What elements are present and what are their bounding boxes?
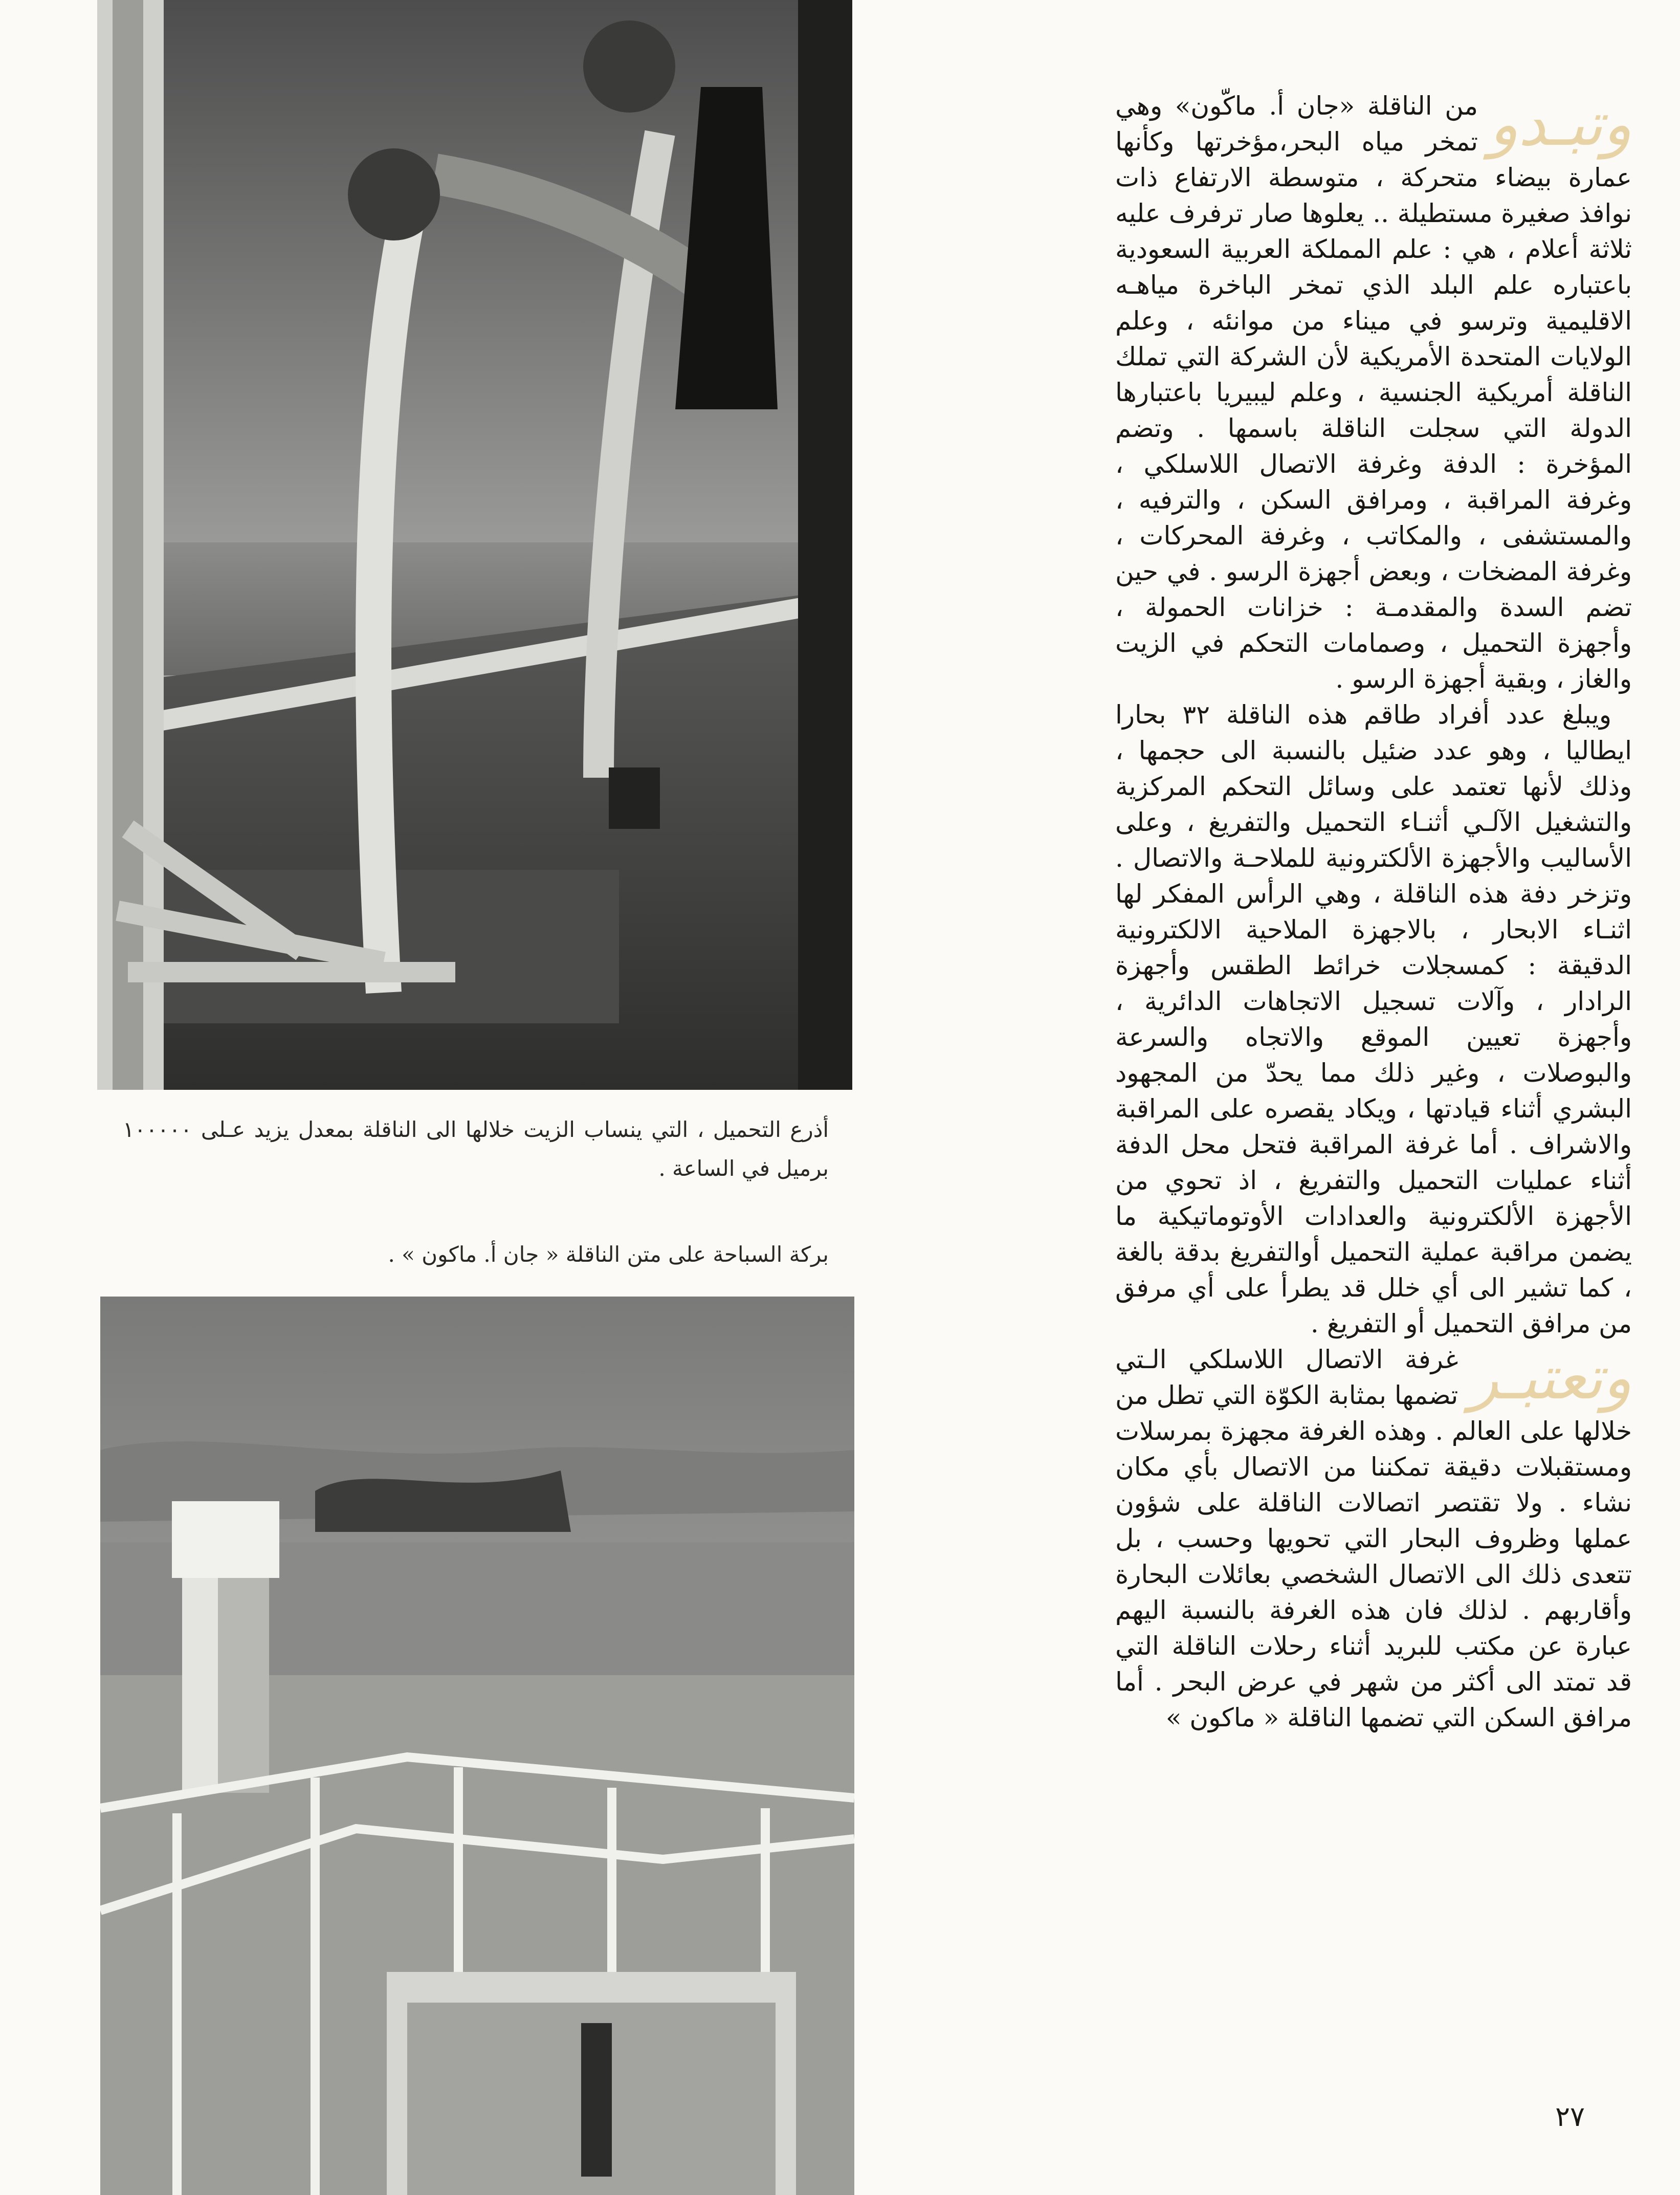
paragraph-2-text: ويبلغ عدد أفراد طاقم هذه الناقلة ٣٢ بحارا ايطاليا ، وهو عدد ضئيل بالنسبة الى حجمها ، وذلك لأنها تعتمد على وسائل التحكم المركزية والتشغيل الآلـي أثنـاء التحميل والتفريغ ، وعلى الأساليب والأجهزة الألكترونية للملاحـة والاتصال . وتزخر دفة هذه الناقلة ، وهي الرأس المفكر لها اثنـاء الابحار ، بالاجهزة الملاحية الالكترونية الدقيقة : كمسجلات خرائط الطقس وأجهزة الرادار ، وآلات تسجيل الاتجاهات الدائرية ، وأجهزة تعيين الموقع والاتجاه والسرعة والبوصلات ، وغير ذلك مما يحدّ من المجهود البشري أثناء قيادتها ، ويكاد يقصره على المراقبة والاشراف . أما غرفة المراقبة فتحل محل الدفة أثناء عمليات التحميل والتفريغ ، اذ تحوي من الأجهزة الألكترونية والعدادات الأوتوماتيكية ما يضمن مراقبة عملية التحميل أوالتفريغ بدقة بالغة ، كما تشير الى أي خلل قد يطرأ على أي مرفق من مرافق التحميل أو التفريغ . <box>1115 700 1632 1338</box>
photo-caption-swimming-pool: بركة السباحة على متن الناقلة « جان أ. ماكون » . <box>388 1242 829 1267</box>
paragraph-1-text: من الناقلة «جان أ. ماكّون» وهي تمخر مياه البحر،مؤخرتها وكأنها عمارة بيضاء متحركة ، متوسطة الارتفاع ذات نوافذ صغيرة مستطيلة .. يعلوها صار ترفرف عليه ثلاثة أعلام ، هي : علم المملكة العربية السعودية باعتباره علم البلد الذي تمخر الباخرة مياهـه الاقليمية وترسو في ميناء من موانئه ، وعلم الولايات المتحدة الأمريكية لأن الشركة التي تملك الناقلة أمريكية الجنسية ، وعلم ليبيريا باعتبارها الدولة التي سجلت الناقلة باسمها . وتضم المؤخرة : الدفة وغرفة الاتصال اللاسلكي ، وغرفة المراقبة ، ومرافق السكن ، والترفيه ، والمستشفى ، والمكاتب ، وغرفة المحركات ، وغرفة المضخات ، وبعض أجهزة الرسو . في حين تضم السدة والمقدمـة : خزانات الحمولة ، وأجهزة التحميل ، وصمامات التحكم في الزيت والغاز ، وبقية أجهزة الرسو . <box>1115 91 1632 694</box>
article-paragraph-3 <box>1115 1342 1632 1736</box>
swimming-pool-photo-image <box>100 1297 854 2195</box>
loading-arms-photo <box>97 0 852 1090</box>
article-paragraph-2 <box>1115 697 1632 1342</box>
article-paragraph-1 <box>1115 88 1632 697</box>
swimming-pool-photo <box>100 1297 854 2195</box>
paragraph-3-text: غرفة الاتصال اللاسلكي الـتي تضمها بمثابة الكوّة التي تطل من خلالها على العالم . وهذه الغرفة مجهزة بمرسلات ومستقبلات دقيقة تمكننا من الاتصال بأي مكان نشاء . ولا تقتصر اتصالات الناقلة على شؤون عملها وظروف البحار التي تحويها وحسب ، بل تتعدى ذلك الى الاتصال الشخصي بعائلات البحارة وأقاربهم . لذلك فان هذه الغرفة بالنسبة اليهم عبارة عن مكتب للبريد أثناء رحلات الناقلة التي قد تمتد الى أكثر من شهر في عرض البحر . أما مرافق السكن التي تضمها الناقلة « ماكون » <box>1115 1345 1632 1732</box>
page-number: ٢٧ <box>1555 2100 1585 2133</box>
decorative-initial-1: وتبـدو <box>1489 89 1632 159</box>
photo-caption-loading-arms: أذرع التحميل ، التي ينساب الزيت خلالها الى الناقلة بمعدل يزيد عـلى ١٠٠٠٠٠ برميل في الساعة . <box>123 1117 829 1181</box>
loading-arms-photo-image <box>97 0 852 1090</box>
article-body <box>1115 88 1632 1736</box>
decorative-initial-2: وتعتبـر <box>1469 1342 1632 1413</box>
